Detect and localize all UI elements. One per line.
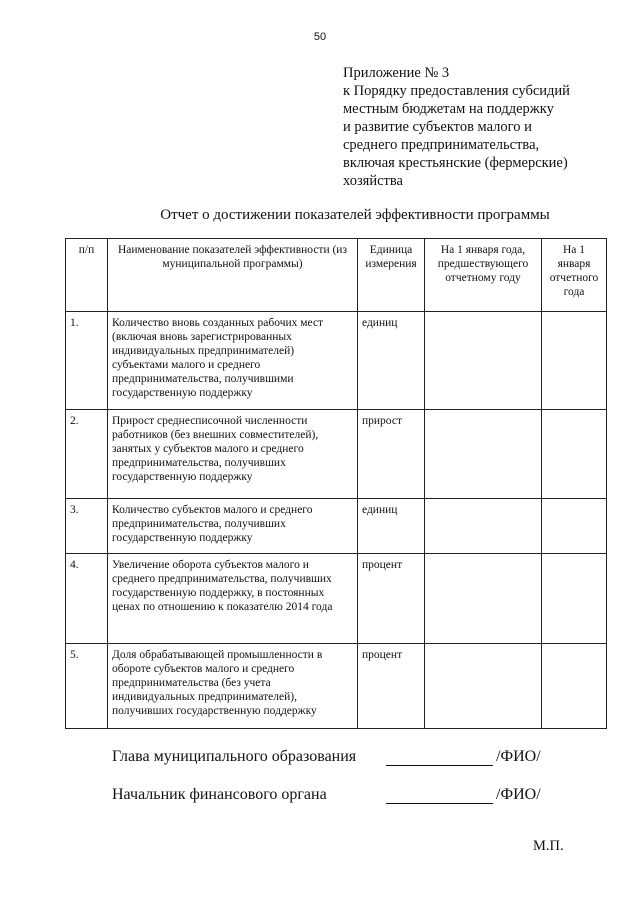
row-report-year <box>542 312 607 410</box>
signature-finance <box>112 786 541 804</box>
table-header-row <box>66 239 607 312</box>
signature-head-suffix: /ФИО/ <box>496 748 541 765</box>
row-report-year <box>542 644 607 729</box>
appendix-header <box>343 64 603 190</box>
appendix-line: хозяйства <box>343 173 403 189</box>
table-row <box>66 499 607 554</box>
row-prev-year <box>425 554 542 644</box>
row-num: 4. <box>66 554 108 644</box>
signature-head <box>112 748 541 766</box>
signature-finance-suffix: /ФИО/ <box>496 786 541 803</box>
stamp-placeholder: М.П. <box>533 838 564 854</box>
header-num: п/п <box>66 239 108 312</box>
row-unit: процент <box>358 644 425 729</box>
indicators-table <box>65 238 607 729</box>
row-num: 3. <box>66 499 108 554</box>
appendix-line: к Порядку предоставления субсидий <box>343 83 570 99</box>
row-prev-year <box>425 499 542 554</box>
appendix-line: и развитие субъектов малого и <box>343 119 532 135</box>
table-row <box>66 644 607 729</box>
table-row <box>66 410 607 499</box>
row-report-year <box>542 554 607 644</box>
row-unit: единиц <box>358 312 425 410</box>
header-report-year: На 1 января отчетного года <box>542 239 607 312</box>
row-prev-year <box>425 312 542 410</box>
row-name: Увеличение оборота субъектов малого и среднего предпринимательства, получивших государственную поддержку, в постоянных ценах по отношению к показателю 2014 года <box>108 554 358 644</box>
row-unit: прирост <box>358 410 425 499</box>
signature-finance-blank[interactable] <box>386 791 493 804</box>
appendix-line: среднего предпринимательства, <box>343 137 540 153</box>
appendix-line: местным бюджетам на поддержку <box>343 101 554 117</box>
table-row <box>66 554 607 644</box>
header-name: Наименование показателей эффективности (из муниципальной программы) <box>108 239 358 312</box>
row-report-year <box>542 499 607 554</box>
row-name: Прирост среднесписочной численности работников (без внешних совместителей), занятых у субъектов малого и среднего предпринимательства, получивших государственную поддержку <box>108 410 358 499</box>
row-num: 2. <box>66 410 108 499</box>
row-name: Доля обрабатывающей промышленности в обороте субъектов малого и среднего предпринимательства (без учета индивидуальных предпринимателей), получивших государственную поддержку <box>108 644 358 729</box>
signature-finance-label: Начальник финансового органа <box>112 786 327 803</box>
appendix-line: Приложение № 3 <box>343 65 450 81</box>
row-prev-year <box>425 644 542 729</box>
row-prev-year <box>425 410 542 499</box>
appendix-line: включая крестьянские (фермерские) <box>343 155 568 171</box>
report-title: Отчет о достижении показателей эффективности программы <box>160 207 550 223</box>
row-num: 1. <box>66 312 108 410</box>
row-report-year <box>542 410 607 499</box>
row-name: Количество субъектов малого и среднего предпринимательства, получивших государственную поддержку <box>108 499 358 554</box>
row-unit: единиц <box>358 499 425 554</box>
row-num: 5. <box>66 644 108 729</box>
row-name: Количество вновь созданных рабочих мест (включая вновь зарегистрированных индивидуальных предпринимателей) субъектами малого и среднего предпринимательства, получившими государственную поддержку <box>108 312 358 410</box>
header-prev-year: На 1 января года, предшествующего отчетному году <box>425 239 542 312</box>
signature-head-blank[interactable] <box>386 753 493 766</box>
signature-head-label: Глава муниципального образования <box>112 748 357 765</box>
table-row <box>66 312 607 410</box>
page-number: 50 <box>313 31 327 43</box>
header-unit: Единица измерения <box>358 239 425 312</box>
row-unit: процент <box>358 554 425 644</box>
